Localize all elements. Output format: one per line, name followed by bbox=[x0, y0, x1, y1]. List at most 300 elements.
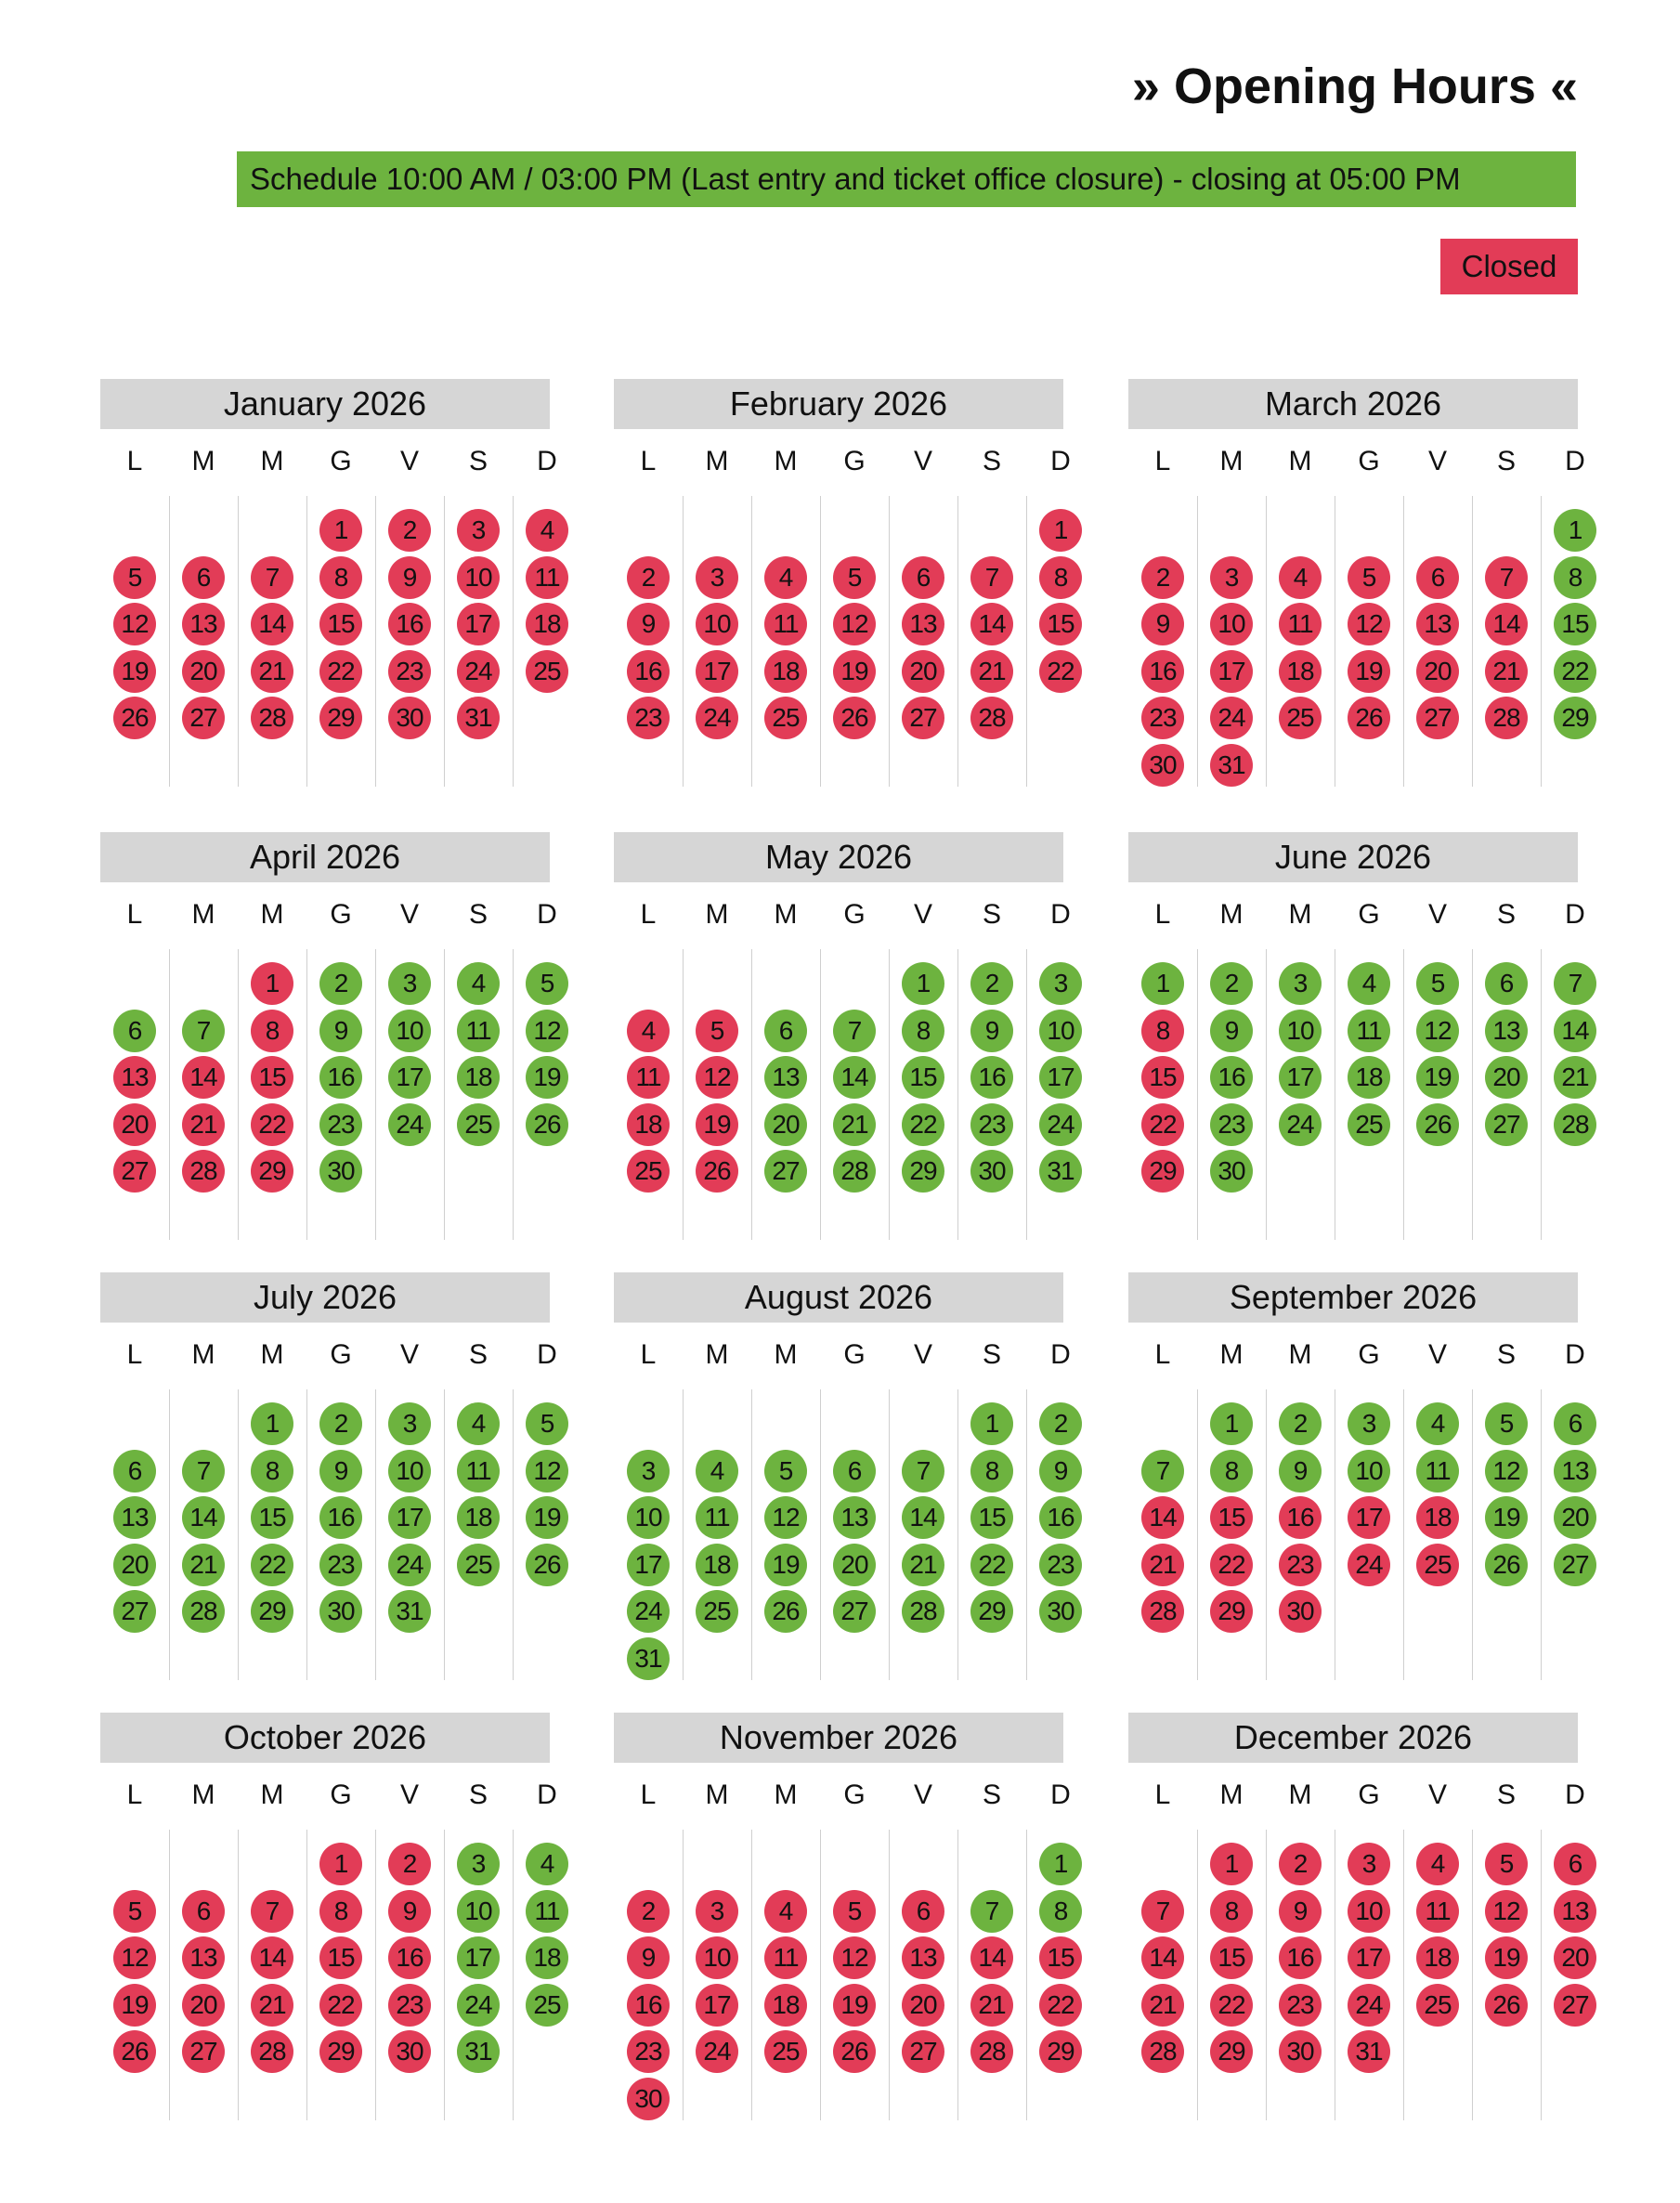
column-divider bbox=[444, 1830, 445, 2120]
day-closed: 6 bbox=[182, 556, 225, 599]
day-open: 24 bbox=[1039, 1103, 1082, 1146]
day-closed: 19 bbox=[696, 1103, 738, 1146]
day-open: 3 bbox=[1039, 962, 1082, 1005]
day-open: 8 bbox=[1210, 1450, 1253, 1493]
month-title: July 2026 bbox=[100, 1272, 550, 1323]
weekday-row bbox=[614, 1323, 1071, 1389]
column-divider bbox=[889, 1389, 890, 1680]
weekday-label: D bbox=[1050, 899, 1071, 930]
column-divider bbox=[751, 1830, 752, 2120]
day-closed: 17 bbox=[1348, 1496, 1390, 1539]
day-closed: 13 bbox=[182, 1936, 225, 1979]
day-open: 8 bbox=[902, 1010, 944, 1052]
day-open: 23 bbox=[1039, 1544, 1082, 1586]
day-closed: 11 bbox=[526, 556, 568, 599]
day-closed: 24 bbox=[696, 697, 738, 739]
day-open: 22 bbox=[902, 1103, 944, 1146]
day-closed: 30 bbox=[627, 2078, 670, 2120]
day-closed: 4 bbox=[764, 556, 807, 599]
day-open: 10 bbox=[627, 1496, 670, 1539]
day-closed: 21 bbox=[970, 650, 1013, 693]
weekday-label: L bbox=[1154, 1339, 1171, 1370]
weekday-label: V bbox=[1427, 446, 1447, 476]
column-divider bbox=[751, 496, 752, 787]
day-open: 18 bbox=[696, 1544, 738, 1586]
column-divider bbox=[375, 1389, 376, 1680]
day-closed: 24 bbox=[457, 650, 500, 693]
weekday-label: M bbox=[774, 899, 798, 930]
month-calendar bbox=[1128, 832, 1589, 1240]
day-open: 21 bbox=[833, 1103, 876, 1146]
days-grid bbox=[100, 949, 561, 1240]
weekday-label: V bbox=[913, 446, 932, 476]
day-closed: 17 bbox=[696, 650, 738, 693]
column-divider bbox=[1026, 1830, 1027, 2120]
column-divider bbox=[238, 496, 239, 787]
day-open: 10 bbox=[1039, 1010, 1082, 1052]
day-closed: 12 bbox=[113, 603, 156, 645]
closed-legend: Closed bbox=[1440, 239, 1578, 294]
day-closed: 15 bbox=[1039, 1936, 1082, 1979]
month-title: February 2026 bbox=[614, 379, 1063, 429]
day-closed: 18 bbox=[1416, 1496, 1459, 1539]
day-open: 29 bbox=[1554, 697, 1596, 739]
weekday-row bbox=[100, 429, 557, 496]
day-closed: 25 bbox=[1416, 1544, 1459, 1586]
day-closed: 8 bbox=[251, 1010, 293, 1052]
day-closed: 20 bbox=[182, 650, 225, 693]
column-divider bbox=[1266, 1830, 1267, 2120]
day-open: 12 bbox=[526, 1010, 568, 1052]
day-closed: 13 bbox=[902, 1936, 944, 1979]
weekday-label: M bbox=[774, 446, 798, 476]
day-closed: 4 bbox=[627, 1010, 670, 1052]
weekday-label: G bbox=[330, 1339, 352, 1370]
month-title: March 2026 bbox=[1128, 379, 1578, 429]
weekday-label: D bbox=[1050, 1779, 1071, 1810]
day-open: 30 bbox=[319, 1150, 362, 1193]
day-closed: 8 bbox=[1141, 1010, 1184, 1052]
column-divider bbox=[513, 1830, 514, 2120]
day-open: 31 bbox=[627, 1637, 670, 1680]
weekday-label: M bbox=[705, 1779, 729, 1810]
day-open: 12 bbox=[526, 1450, 568, 1493]
day-closed: 27 bbox=[902, 2030, 944, 2073]
weekday-label: S bbox=[982, 899, 1001, 930]
weekday-label: G bbox=[843, 1779, 866, 1810]
day-closed: 21 bbox=[182, 1103, 225, 1146]
day-open: 5 bbox=[764, 1450, 807, 1493]
day-open: 3 bbox=[388, 1402, 431, 1445]
day-open: 3 bbox=[1279, 962, 1322, 1005]
day-open: 14 bbox=[833, 1056, 876, 1099]
column-divider bbox=[1541, 1389, 1542, 1680]
day-open: 30 bbox=[319, 1590, 362, 1633]
day-closed: 13 bbox=[1554, 1890, 1596, 1933]
month-calendar bbox=[1128, 379, 1589, 787]
day-closed: 5 bbox=[1348, 556, 1390, 599]
day-open: 15 bbox=[970, 1496, 1013, 1539]
column-divider bbox=[1472, 1830, 1473, 2120]
day-open: 1 bbox=[970, 1402, 1013, 1445]
weekday-label: M bbox=[1288, 1339, 1312, 1370]
day-open: 10 bbox=[1279, 1010, 1322, 1052]
column-divider bbox=[1266, 496, 1267, 787]
day-open: 24 bbox=[627, 1590, 670, 1633]
column-divider bbox=[1026, 1389, 1027, 1680]
day-closed: 19 bbox=[1485, 1936, 1528, 1979]
day-closed: 25 bbox=[764, 2030, 807, 2073]
day-closed: 24 bbox=[1348, 1984, 1390, 2027]
day-open: 1 bbox=[1039, 1843, 1082, 1885]
day-open: 7 bbox=[970, 1890, 1013, 1933]
day-closed: 30 bbox=[1141, 744, 1184, 787]
day-open: 25 bbox=[1348, 1103, 1390, 1146]
day-closed: 14 bbox=[970, 1936, 1013, 1979]
weekday-label: L bbox=[1154, 1779, 1171, 1810]
day-closed: 16 bbox=[1141, 650, 1184, 693]
day-closed: 17 bbox=[696, 1984, 738, 2027]
column-divider bbox=[957, 1389, 958, 1680]
column-divider bbox=[306, 949, 307, 1240]
weekday-label: V bbox=[399, 446, 419, 476]
column-divider bbox=[169, 1389, 170, 1680]
day-open: 26 bbox=[764, 1590, 807, 1633]
weekday-label: L bbox=[126, 446, 143, 476]
column-divider bbox=[1266, 949, 1267, 1240]
column-divider bbox=[889, 496, 890, 787]
day-closed: 19 bbox=[833, 1984, 876, 2027]
day-open: 1 bbox=[251, 1402, 293, 1445]
weekday-label: V bbox=[399, 899, 419, 930]
day-closed: 8 bbox=[319, 556, 362, 599]
weekday-label: G bbox=[1358, 1339, 1380, 1370]
weekday-label: L bbox=[640, 1339, 657, 1370]
day-open: 10 bbox=[388, 1450, 431, 1493]
weekday-label: V bbox=[399, 1779, 419, 1810]
day-closed: 27 bbox=[902, 697, 944, 739]
days-grid bbox=[1128, 496, 1589, 787]
day-open: 15 bbox=[902, 1056, 944, 1099]
month-calendar bbox=[614, 1272, 1074, 1680]
day-open: 17 bbox=[627, 1544, 670, 1586]
day-closed: 31 bbox=[457, 697, 500, 739]
day-closed: 2 bbox=[388, 509, 431, 552]
day-closed: 29 bbox=[1210, 1590, 1253, 1633]
day-closed: 26 bbox=[1348, 697, 1390, 739]
day-open: 12 bbox=[1416, 1010, 1459, 1052]
column-divider bbox=[444, 496, 445, 787]
day-closed: 5 bbox=[113, 1890, 156, 1933]
day-open: 27 bbox=[113, 1590, 156, 1633]
column-divider bbox=[375, 496, 376, 787]
day-closed: 13 bbox=[113, 1056, 156, 1099]
day-closed: 6 bbox=[902, 1890, 944, 1933]
day-closed: 12 bbox=[833, 1936, 876, 1979]
day-closed: 10 bbox=[1348, 1890, 1390, 1933]
day-closed: 13 bbox=[182, 603, 225, 645]
day-closed: 23 bbox=[1141, 697, 1184, 739]
day-closed: 7 bbox=[1141, 1890, 1184, 1933]
day-closed: 2 bbox=[1279, 1843, 1322, 1885]
day-open: 20 bbox=[833, 1544, 876, 1586]
day-closed: 12 bbox=[113, 1936, 156, 1979]
day-closed: 1 bbox=[251, 962, 293, 1005]
weekday-label: V bbox=[1427, 1779, 1447, 1810]
weekday-row bbox=[614, 429, 1071, 496]
weekday-label: S bbox=[468, 446, 488, 476]
day-closed: 29 bbox=[1210, 2030, 1253, 2073]
day-closed: 5 bbox=[833, 556, 876, 599]
column-divider bbox=[957, 496, 958, 787]
weekday-row bbox=[100, 1763, 557, 1830]
weekday-label: V bbox=[913, 1339, 932, 1370]
day-closed: 29 bbox=[319, 2030, 362, 2073]
days-grid bbox=[1128, 1830, 1589, 2120]
day-open: 8 bbox=[1554, 556, 1596, 599]
weekday-row bbox=[614, 882, 1071, 949]
weekday-label: V bbox=[913, 1779, 932, 1810]
day-closed: 22 bbox=[1210, 1984, 1253, 2027]
column-divider bbox=[1266, 1389, 1267, 1680]
day-open: 31 bbox=[1039, 1150, 1082, 1193]
day-closed: 18 bbox=[627, 1103, 670, 1146]
column-divider bbox=[306, 1830, 307, 2120]
column-divider bbox=[820, 496, 821, 787]
day-closed: 25 bbox=[1279, 697, 1322, 739]
day-open: 6 bbox=[113, 1450, 156, 1493]
column-divider bbox=[683, 496, 684, 787]
day-open: 27 bbox=[833, 1590, 876, 1633]
weekday-label: S bbox=[982, 1339, 1001, 1370]
day-closed: 23 bbox=[1279, 1544, 1322, 1586]
day-closed: 19 bbox=[833, 650, 876, 693]
column-divider bbox=[306, 496, 307, 787]
weekday-label: M bbox=[191, 1339, 215, 1370]
day-open: 26 bbox=[526, 1103, 568, 1146]
day-closed: 1 bbox=[1039, 509, 1082, 552]
day-closed: 5 bbox=[113, 556, 156, 599]
day-closed: 7 bbox=[970, 556, 1013, 599]
day-closed: 8 bbox=[319, 1890, 362, 1933]
day-open: 4 bbox=[696, 1450, 738, 1493]
day-open: 13 bbox=[1485, 1010, 1528, 1052]
day-closed: 8 bbox=[1210, 1890, 1253, 1933]
weekday-label: L bbox=[640, 446, 657, 476]
day-closed: 31 bbox=[1348, 2030, 1390, 2073]
day-closed: 11 bbox=[764, 1936, 807, 1979]
column-divider bbox=[238, 1830, 239, 2120]
schedule-legend-open: Schedule 10:00 AM / 03:00 PM (Last entry and ticket office closure) - closing at 05:00 PM bbox=[237, 151, 1576, 207]
day-open: 20 bbox=[764, 1103, 807, 1146]
day-closed: 14 bbox=[1141, 1496, 1184, 1539]
day-closed: 26 bbox=[833, 697, 876, 739]
column-divider bbox=[1541, 1830, 1542, 2120]
day-closed: 20 bbox=[1416, 650, 1459, 693]
weekday-label: G bbox=[330, 446, 352, 476]
day-open: 5 bbox=[1485, 1402, 1528, 1445]
day-open: 29 bbox=[251, 1590, 293, 1633]
day-closed: 16 bbox=[627, 1984, 670, 2027]
day-closed: 14 bbox=[1141, 1936, 1184, 1979]
day-open: 20 bbox=[1485, 1056, 1528, 1099]
day-open: 11 bbox=[526, 1890, 568, 1933]
column-divider bbox=[1541, 496, 1542, 787]
day-open: 28 bbox=[182, 1590, 225, 1633]
month-calendar bbox=[614, 379, 1074, 787]
month-title: September 2026 bbox=[1128, 1272, 1578, 1323]
day-closed: 12 bbox=[696, 1056, 738, 1099]
weekday-label: S bbox=[1496, 899, 1516, 930]
day-open: 7 bbox=[182, 1450, 225, 1493]
day-open: 16 bbox=[970, 1056, 1013, 1099]
day-closed: 7 bbox=[251, 556, 293, 599]
day-closed: 15 bbox=[1210, 1936, 1253, 1979]
day-closed: 21 bbox=[251, 1984, 293, 2027]
month-calendar bbox=[1128, 1272, 1589, 1680]
day-closed: 28 bbox=[251, 697, 293, 739]
days-grid bbox=[614, 949, 1074, 1240]
day-open: 11 bbox=[457, 1450, 500, 1493]
weekday-label: S bbox=[1496, 1779, 1516, 1810]
day-open: 19 bbox=[764, 1544, 807, 1586]
weekday-label: D bbox=[537, 1339, 557, 1370]
day-open: 4 bbox=[526, 1843, 568, 1885]
weekday-row bbox=[100, 882, 557, 949]
day-open: 16 bbox=[319, 1496, 362, 1539]
day-open: 13 bbox=[113, 1496, 156, 1539]
column-divider bbox=[1026, 949, 1027, 1240]
weekday-row bbox=[1128, 882, 1585, 949]
day-closed: 7 bbox=[251, 1890, 293, 1933]
weekday-row bbox=[1128, 1323, 1585, 1389]
day-open: 24 bbox=[388, 1544, 431, 1586]
column-divider bbox=[513, 496, 514, 787]
column-divider bbox=[1472, 1389, 1473, 1680]
day-closed: 9 bbox=[388, 556, 431, 599]
column-divider bbox=[169, 949, 170, 1240]
weekday-label: G bbox=[1358, 899, 1380, 930]
day-closed: 26 bbox=[696, 1150, 738, 1193]
day-open: 2 bbox=[1279, 1402, 1322, 1445]
weekday-label: M bbox=[191, 1779, 215, 1810]
day-closed: 27 bbox=[113, 1150, 156, 1193]
day-open: 21 bbox=[902, 1544, 944, 1586]
day-open: 19 bbox=[1416, 1056, 1459, 1099]
day-closed: 22 bbox=[1210, 1544, 1253, 1586]
day-closed: 30 bbox=[388, 2030, 431, 2073]
day-closed: 27 bbox=[1554, 1984, 1596, 2027]
day-closed: 5 bbox=[833, 1890, 876, 1933]
day-closed: 29 bbox=[1039, 2030, 1082, 2073]
weekday-label: M bbox=[705, 1339, 729, 1370]
day-open: 17 bbox=[1279, 1056, 1322, 1099]
day-closed: 25 bbox=[1416, 1984, 1459, 2027]
day-open: 18 bbox=[457, 1496, 500, 1539]
day-open: 11 bbox=[1348, 1010, 1390, 1052]
days-grid bbox=[1128, 1389, 1589, 1680]
day-closed: 2 bbox=[388, 1843, 431, 1885]
weekday-label: V bbox=[399, 1339, 419, 1370]
day-closed: 5 bbox=[696, 1010, 738, 1052]
weekday-label: D bbox=[537, 899, 557, 930]
column-divider bbox=[1472, 949, 1473, 1240]
day-open: 9 bbox=[1279, 1450, 1322, 1493]
day-closed: 9 bbox=[1279, 1890, 1322, 1933]
day-closed: 2 bbox=[627, 556, 670, 599]
weekday-label: G bbox=[1358, 1779, 1380, 1810]
weekday-label: D bbox=[1565, 899, 1585, 930]
day-open: 26 bbox=[526, 1544, 568, 1586]
day-closed: 18 bbox=[526, 603, 568, 645]
day-closed: 28 bbox=[1485, 697, 1528, 739]
day-open: 30 bbox=[1039, 1590, 1082, 1633]
day-closed: 15 bbox=[1141, 1056, 1184, 1099]
day-closed: 26 bbox=[113, 697, 156, 739]
column-divider bbox=[957, 949, 958, 1240]
weekday-label: M bbox=[1219, 1339, 1244, 1370]
day-open: 3 bbox=[627, 1450, 670, 1493]
weekday-label: M bbox=[705, 446, 729, 476]
day-closed: 6 bbox=[182, 1890, 225, 1933]
day-closed: 26 bbox=[833, 2030, 876, 2073]
day-closed: 28 bbox=[1141, 1590, 1184, 1633]
day-open: 17 bbox=[388, 1056, 431, 1099]
day-open: 11 bbox=[457, 1010, 500, 1052]
column-divider bbox=[444, 949, 445, 1240]
day-open: 3 bbox=[1348, 1402, 1390, 1445]
day-closed: 10 bbox=[696, 603, 738, 645]
weekday-label: D bbox=[1565, 1779, 1585, 1810]
weekday-label: M bbox=[191, 899, 215, 930]
day-open: 8 bbox=[251, 1450, 293, 1493]
day-open: 16 bbox=[1210, 1056, 1253, 1099]
day-closed: 21 bbox=[1141, 1544, 1184, 1586]
day-closed: 13 bbox=[1416, 603, 1459, 645]
day-closed: 21 bbox=[970, 1984, 1013, 2027]
day-closed: 3 bbox=[1210, 556, 1253, 599]
column-divider bbox=[1403, 1389, 1404, 1680]
day-open: 27 bbox=[1554, 1544, 1596, 1586]
day-closed: 7 bbox=[1485, 556, 1528, 599]
day-closed: 20 bbox=[902, 650, 944, 693]
day-closed: 3 bbox=[696, 1890, 738, 1933]
day-open: 25 bbox=[457, 1103, 500, 1146]
day-open: 16 bbox=[1039, 1496, 1082, 1539]
month-title: November 2026 bbox=[614, 1713, 1063, 1763]
weekday-label: S bbox=[982, 446, 1001, 476]
day-closed: 20 bbox=[902, 1984, 944, 2027]
day-closed: 22 bbox=[1141, 1103, 1184, 1146]
day-closed: 30 bbox=[1279, 2030, 1322, 2073]
day-open: 24 bbox=[388, 1103, 431, 1146]
day-closed: 19 bbox=[113, 650, 156, 693]
weekday-label: D bbox=[1565, 446, 1585, 476]
weekday-label: L bbox=[126, 1339, 143, 1370]
weekday-label: M bbox=[260, 899, 284, 930]
weekday-label: M bbox=[1288, 899, 1312, 930]
day-closed: 22 bbox=[319, 1984, 362, 2027]
day-closed: 21 bbox=[251, 650, 293, 693]
month-calendar bbox=[1128, 1713, 1589, 2120]
day-open: 25 bbox=[526, 1984, 568, 2027]
day-open: 28 bbox=[1554, 1103, 1596, 1146]
column-divider bbox=[751, 949, 752, 1240]
day-open: 6 bbox=[113, 1010, 156, 1052]
day-closed: 27 bbox=[1416, 697, 1459, 739]
day-closed: 10 bbox=[457, 556, 500, 599]
weekday-label: S bbox=[982, 1779, 1001, 1810]
